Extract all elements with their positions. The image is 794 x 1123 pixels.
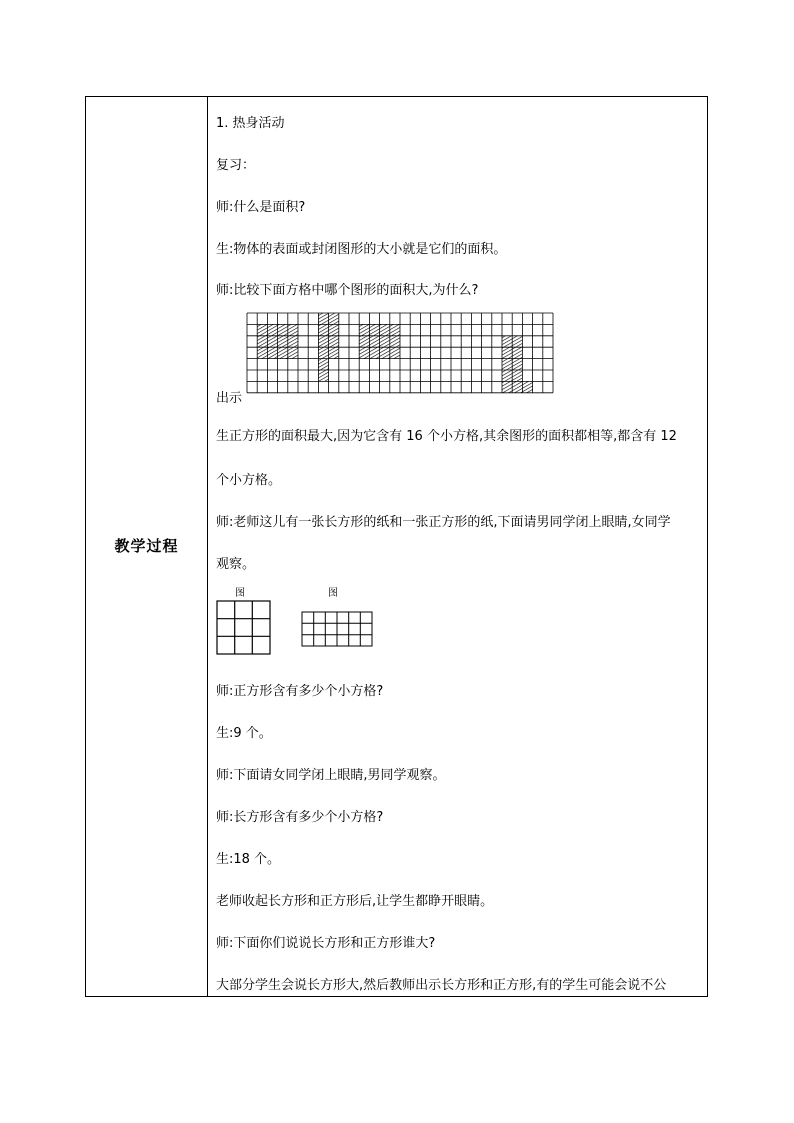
text-line: 生:物体的表面或封闭图形的大小就是它们的面积。 xyxy=(216,242,507,257)
square-grid-figure xyxy=(246,312,556,402)
text-line: 生:18 个。 xyxy=(216,852,281,867)
text-line: 生:9 个。 xyxy=(216,726,272,741)
text-line: 师:正方形含有多少个小方格? xyxy=(216,684,384,699)
square-paper-figure xyxy=(216,600,272,656)
text-line: 师:下面你们说说长方形和正方形谁大? xyxy=(216,936,436,951)
section-label: 教学过程 xyxy=(114,537,179,555)
text-line: 观察。 xyxy=(216,557,256,572)
text-line: 师:长方形含有多少个小方格? xyxy=(216,810,384,825)
rect-figure-caption: 图 xyxy=(328,588,338,599)
text-line: 个小方格。 xyxy=(216,473,282,488)
square-figure-caption: 图 xyxy=(235,588,245,599)
text-line: 大部分学生会说长方形大,然后教师出示长方形和正方形,有的学生可能会说不公 xyxy=(216,978,667,993)
text-line: 师:什么是面积? xyxy=(216,200,306,215)
content-cell xyxy=(208,97,707,996)
text-line: 生正方形的面积最大,因为它含有 16 个小方格,其余图形的面积都相等,都含有 12 xyxy=(216,429,677,444)
text-line: 老师收起长方形和正方形后,让学生都睁开眼睛。 xyxy=(216,894,494,909)
text-line: 复习： xyxy=(216,158,256,173)
figure-caption: 出示 xyxy=(216,391,243,406)
rectangle-paper-figure xyxy=(301,611,375,649)
text-line: 师:比较下面方格中哪个图形的面积大,为什么? xyxy=(216,283,479,298)
hatched-shape xyxy=(502,381,533,392)
text-line: 1. 热身活动 xyxy=(216,116,285,131)
lesson-table xyxy=(85,96,708,997)
text-line: 师:下面请女同学闭上眼睛,男同学观察。 xyxy=(216,768,446,783)
text-line: 师:老师这儿有一张长方形的纸和一张正方形的纸,下面请男同学闭上眼睛,女同学 xyxy=(216,515,671,530)
